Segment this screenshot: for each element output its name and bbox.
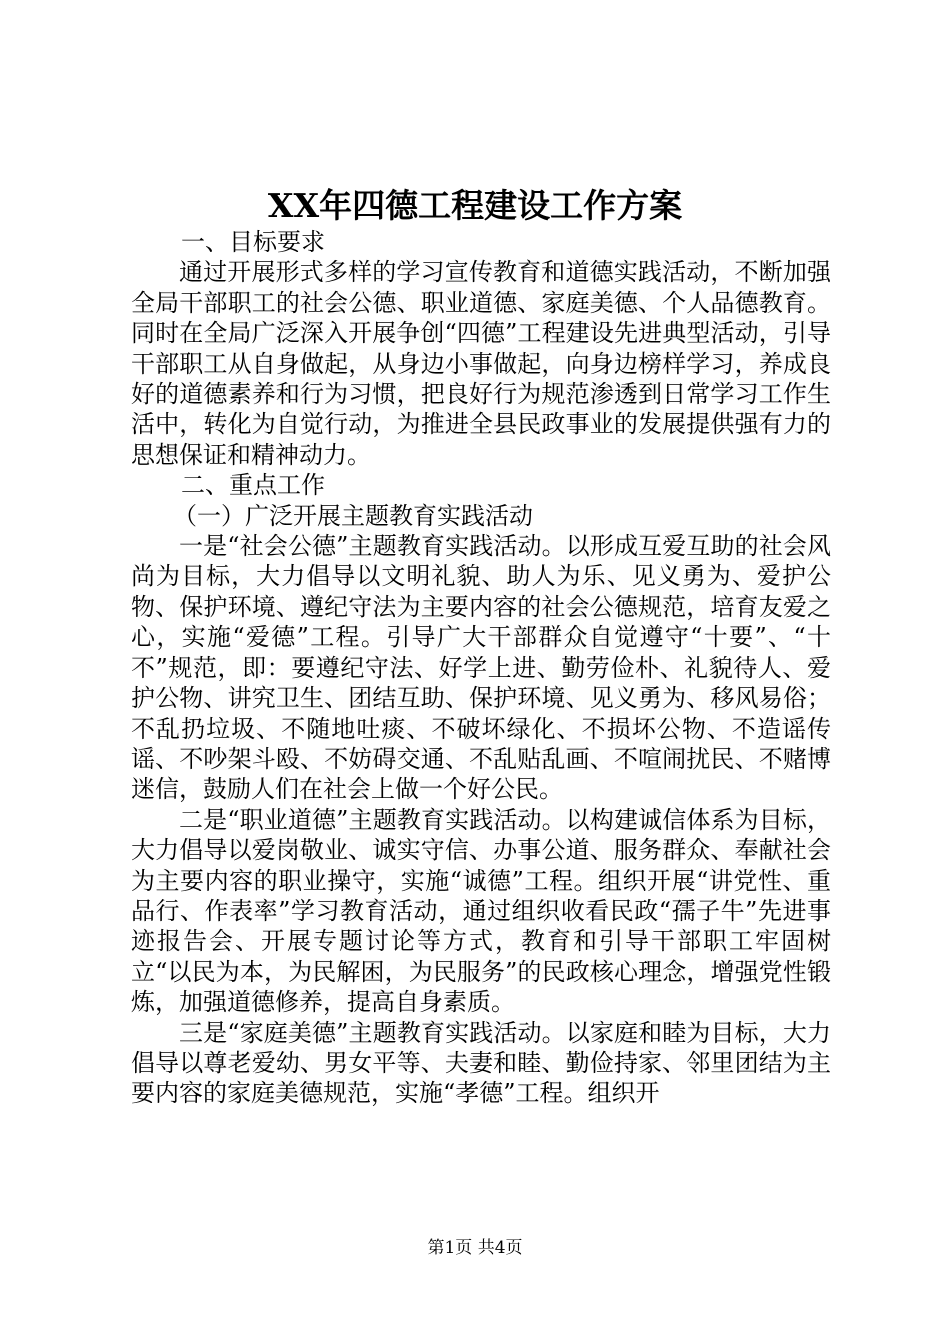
page-footer: 第1页 共4页 xyxy=(427,1238,523,1258)
document-body xyxy=(131,227,831,1109)
paragraph-family-virtues: 三是“家庭美德”主题教育实践活动。以家庭和睦为目标，大力倡导以尊老爱幼、男女平等、夫妻和睦、勤俭持家、邻里团结为主要内容的家庭美德规范，实施“孝德”工程。组织开 xyxy=(131,1018,831,1108)
document-title: XX年四德工程建设工作方案 xyxy=(267,186,683,225)
paragraph-professional-ethics: 二是“职业道德”主题教育实践活动。以构建诚信体系为目标，大力倡导以爱岗敬业、诚实守信、办事公道、服务群众、奉献社会为主要内容的职业操守，实施“诚德”工程。组织开展“讲党性、重品行、作表率”学习教育活动，通过组织收看民政“孺子牛”先进事迹报告会、开展专题讨论等方式，教育和引导干部职工牢固树立“以民为本，为民解困，为民服务”的民政核心理念，增强党性锻炼，加强道德修养，提高自身素质。 xyxy=(131,805,831,1017)
paragraph-social-morality: 一是“社会公德”主题教育实践活动。以形成互爱互助的社会风尚为目标，大力倡导以文明礼貌、助人为乐、见义勇为、爱护公物、保护环境、遵纪守法为主要内容的社会公德规范，培育友爱之心，实施“爱德”工程。引导广大干部群众自觉遵守“十要”、“十不”规范，即：要遵纪守法、好学上进、勤劳俭朴、礼貌待人、爱护公物、讲究卫生、团结互助、保护环境、见义勇为、移风易俗；不乱扔垃圾、不随地吐痰、不破坏绿化、不损坏公物、不造谣传谣、不吵架斗殴、不妨碍交通、不乱贴乱画、不喧闹扰民、不赌博迷信，鼓励人们在社会上做一个好公民。 xyxy=(131,532,831,804)
subsection-heading-themed-activities: （一）广泛开展主题教育实践活动 xyxy=(173,501,533,530)
paragraph-goals: 通过开展形式多样的学习宣传教育和道德实践活动，不断加强全局干部职工的社会公德、职业道德、家庭美德、个人品德教育。同时在全局广泛深入开展争创“四德”工程建设先进典型活动，引导干部职工从自身做起，从身边小事做起，向身边榜样学习，养成良好的道德素养和行为习惯，把良好行为规范渗透到日常学习工作生活中，转化为自觉行动，为推进全县民政事业的发展提供强有力的思想保证和精神动力。 xyxy=(131,258,831,469)
section-heading-goals: 一、目标要求 xyxy=(181,228,325,256)
section-heading-key-work: 二、重点工作 xyxy=(181,471,325,500)
